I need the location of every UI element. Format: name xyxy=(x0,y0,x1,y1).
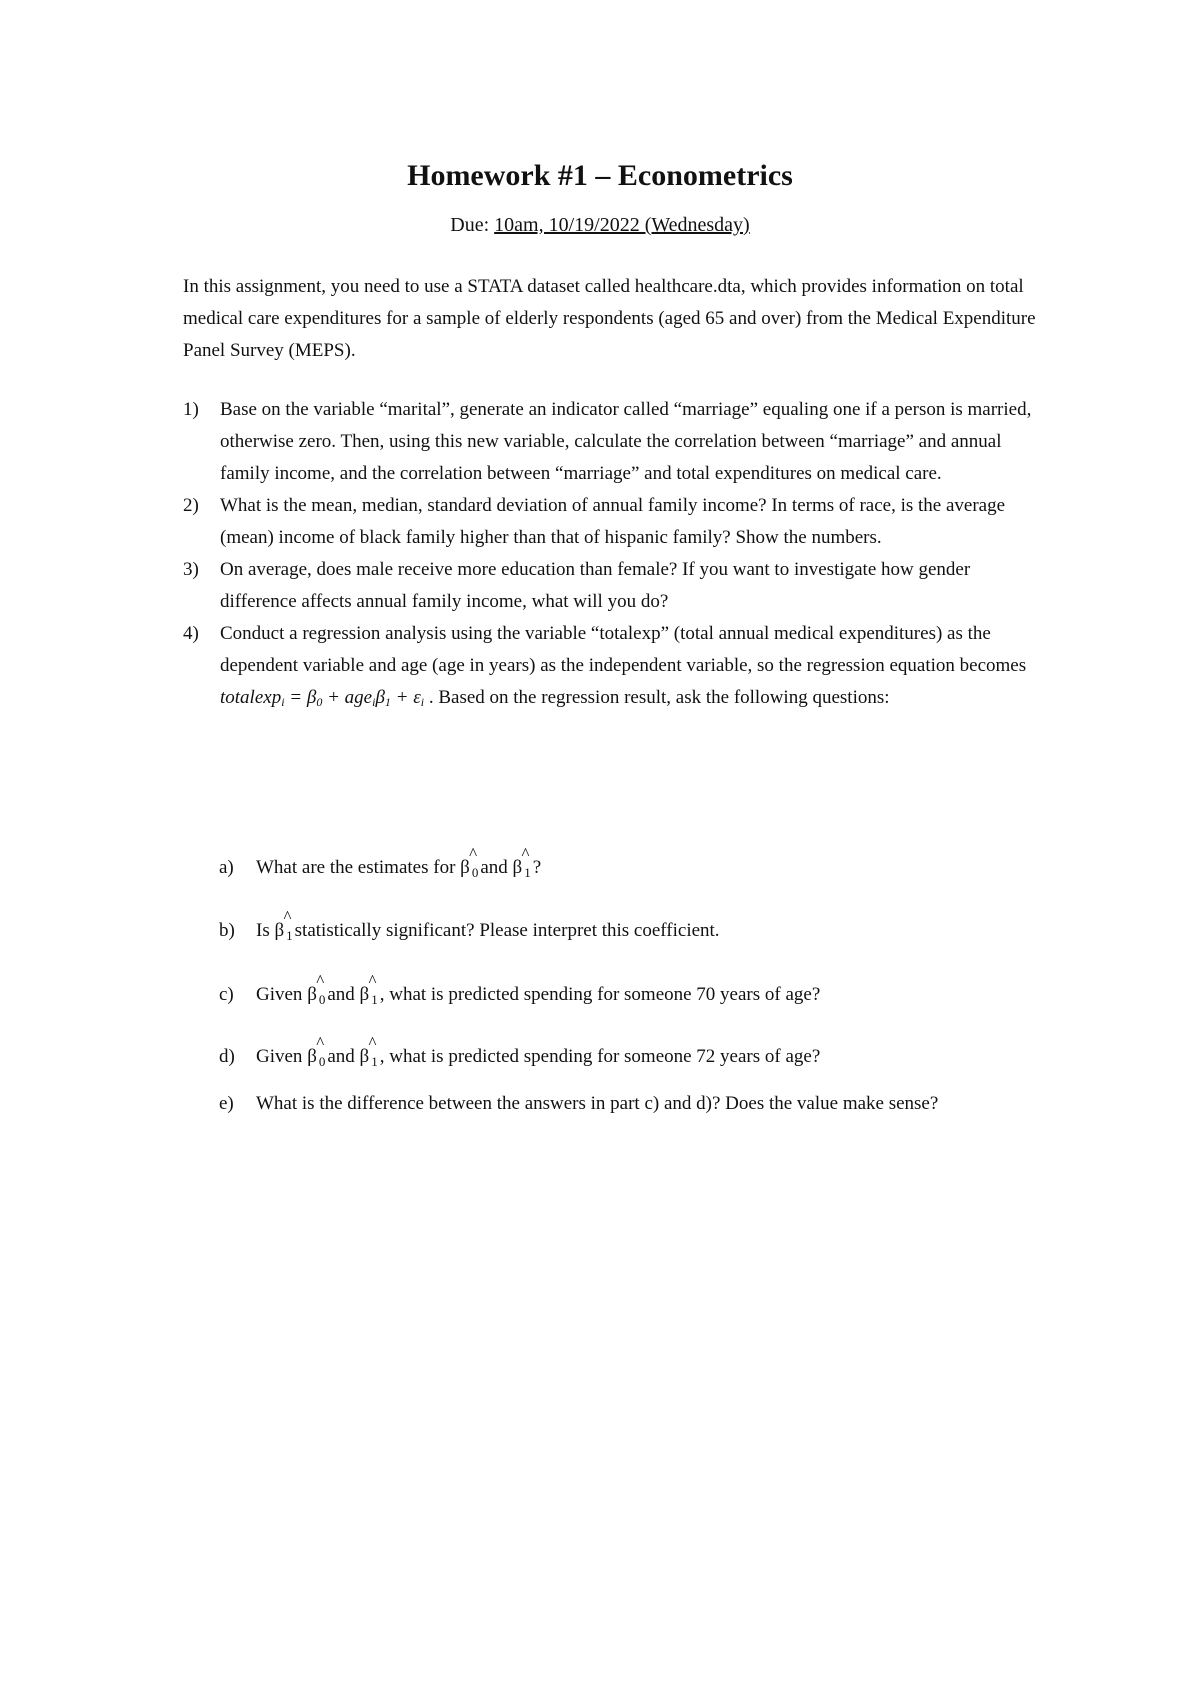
eq-equals: = xyxy=(284,687,307,708)
beta-symbol: β xyxy=(460,857,470,878)
subquestion-part: Given xyxy=(256,984,308,1005)
question-1 xyxy=(183,394,1043,490)
question-number: 3) xyxy=(183,559,199,580)
intro-paragraph: In this assignment, you need to use a STATA dataset called healthcare.dta, which provides information on total medical care expenditures for a sample of elderly respondents (aged 65 and over) from the Medical Expenditure Panel Survey (MEPS). xyxy=(183,276,1036,361)
beta-subscript: 0 xyxy=(471,865,479,880)
beta-subscript: 0 xyxy=(318,1054,326,1069)
eq-var-totalexp: totalexp xyxy=(220,687,282,708)
beta-hat-1 xyxy=(274,907,293,952)
beta-subscript: 1 xyxy=(371,992,378,1007)
eq-sub-1: 1 xyxy=(384,695,391,709)
subquestion-part: ? xyxy=(532,857,542,878)
beta-hat-0 xyxy=(307,1033,326,1078)
hat-symbol: ^ xyxy=(316,971,325,990)
beta-symbol: β xyxy=(359,1046,370,1067)
page-title: Homework #1 – Econometrics xyxy=(407,159,793,192)
beta-subscript: 0 xyxy=(318,992,326,1007)
hat-symbol: ^ xyxy=(368,1033,377,1052)
hat-symbol: ^ xyxy=(368,971,377,990)
subquestion-letter: b) xyxy=(219,920,235,941)
question-4 xyxy=(183,618,1043,718)
eq-beta: β xyxy=(306,687,317,708)
eq-beta: β xyxy=(375,687,385,708)
subquestion-part: and xyxy=(327,1046,360,1067)
hat-symbol: ^ xyxy=(283,907,292,926)
subquestion-text xyxy=(219,971,1019,1016)
subquestion-d xyxy=(219,1033,1019,1078)
subquestion-part: Given xyxy=(256,1046,308,1067)
due-line xyxy=(0,212,1200,238)
question-3 xyxy=(183,554,1043,618)
subquestion-letter: a) xyxy=(219,857,234,878)
eq-sub-i: i xyxy=(372,695,376,709)
subquestion-a xyxy=(219,844,1019,889)
eq-sub-i: i xyxy=(281,695,285,709)
subquestion-c xyxy=(219,971,1019,1016)
subquestion-part: statistically significant? Please interpret this coefficient. xyxy=(294,920,720,941)
subquestion-text xyxy=(219,1033,1019,1078)
eq-sub-i: i xyxy=(420,695,425,709)
eq-var-age: age xyxy=(344,687,373,708)
question-text: What is the mean, median, standard deviation of annual family income? In terms of race, is the average (mean) income of black family higher than that of hispanic family? Show the numbers. xyxy=(220,495,1006,548)
question-text: On average, does male receive more education than female? If you want to investigate how gender difference affects annual family income, what will you do? xyxy=(220,559,971,612)
due-date: 10am, 10/19/2022 (Wednesday) xyxy=(494,214,750,236)
beta-hat-1 xyxy=(359,1033,378,1078)
eq-sub-0: 0 xyxy=(316,695,323,709)
beta-symbol: β xyxy=(512,857,523,878)
subquestion-e xyxy=(219,1088,1019,1120)
subquestion-letter: e) xyxy=(219,1093,234,1114)
beta-subscript: 1 xyxy=(524,865,531,880)
eq-plus: + xyxy=(390,687,414,708)
question-2 xyxy=(183,490,1043,554)
subquestion-text: What is the difference between the answers in part c) and d)? Does the value make sense? xyxy=(256,1093,939,1114)
subquestion-text xyxy=(219,844,1019,889)
beta-hat-0 xyxy=(460,844,479,889)
eq-epsilon: ε xyxy=(413,687,421,708)
subquestion-part: What are the estimates for xyxy=(256,857,461,878)
beta-hat-1 xyxy=(512,844,531,889)
subquestion-b xyxy=(219,907,1019,952)
hat-symbol: ^ xyxy=(316,1033,325,1052)
question-text-before: Conduct a regression analysis using the variable “totalexp” (total annual medical expenditures) as the dependent variable and age (age in years) as the independent variable, so the regression equation becomes xyxy=(220,623,1027,676)
subquestion-part: and xyxy=(327,984,360,1005)
question-list xyxy=(183,394,1043,718)
regression-equation xyxy=(220,687,424,708)
question-number: 4) xyxy=(183,623,199,644)
beta-symbol: β xyxy=(274,920,285,941)
due-prefix: Due: xyxy=(450,214,495,236)
subquestion-letter: c) xyxy=(219,984,234,1005)
question-number: 1) xyxy=(183,399,199,420)
subquestion-part: , what is predicted spending for someone 70 years of age? xyxy=(379,984,821,1005)
eq-plus: + xyxy=(322,687,345,708)
hat-symbol: ^ xyxy=(521,844,530,863)
hat-symbol: ^ xyxy=(469,844,478,863)
beta-hat-1 xyxy=(359,971,378,1016)
beta-symbol: β xyxy=(359,984,370,1005)
question-text-after: . Based on the regression result, ask the following questions: xyxy=(424,687,890,708)
subquestion-part: , what is predicted spending for someone 72 years of age? xyxy=(379,1046,821,1067)
beta-symbol: β xyxy=(307,984,317,1005)
question-number: 2) xyxy=(183,495,199,516)
beta-subscript: 1 xyxy=(286,928,293,943)
subquestion-letter: d) xyxy=(219,1046,235,1067)
subquestion-part: Is xyxy=(256,920,275,941)
beta-hat-0 xyxy=(307,971,326,1016)
subquestion-text xyxy=(219,907,1019,952)
beta-symbol: β xyxy=(307,1046,317,1067)
beta-subscript: 1 xyxy=(371,1054,378,1069)
question-text: Base on the variable “marital”, generate an indicator called “marriage” equaling one if a person is married, otherwise zero. Then, using this new variable, calculate the correlation between “marriage” and annual family income, and the correlation between “marriage” and total expenditures on medical care. xyxy=(220,399,1032,484)
subquestion-part: and xyxy=(480,857,513,878)
